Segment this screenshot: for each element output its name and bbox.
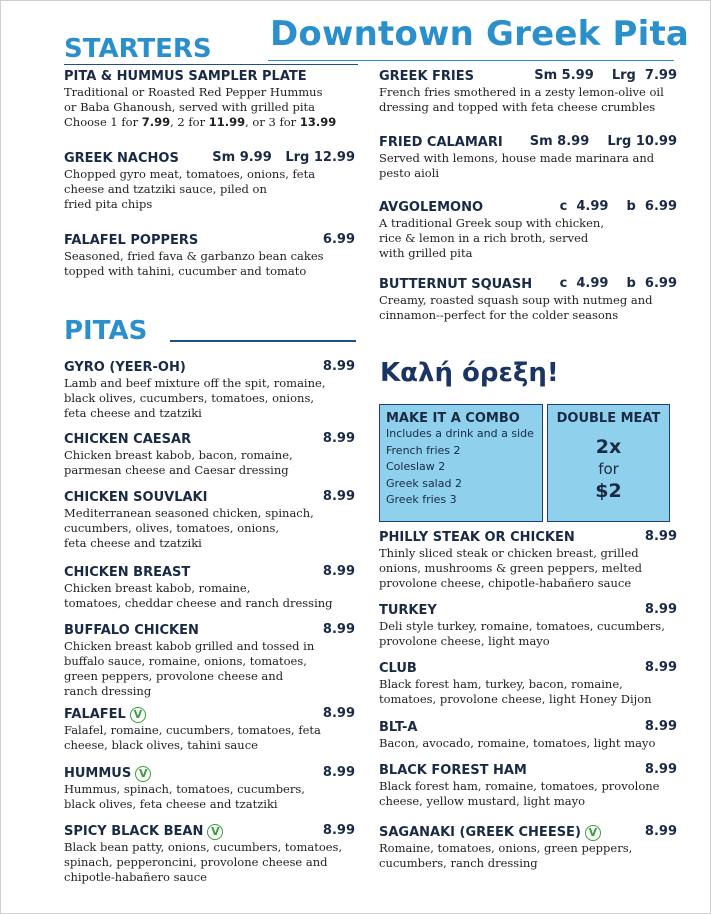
menu-item <box>64 622 355 699</box>
item-description: Black bean patty, onions, cucumbers, tomatoes, spinach, pepperoncini, provolone cheese and chipotle-habañero sauce <box>64 840 343 884</box>
menu-item <box>64 150 355 212</box>
double-meat-box <box>547 404 670 522</box>
item-name: SAGANAKI (GREEK CHEESE) <box>379 825 581 840</box>
item-description: Chopped gyro meat, tomatoes, onions, feta cheese and tzatziki sauce, piled on fried pita chips <box>64 167 316 211</box>
item-description: Traditional or Roasted Red Pepper Hummus or Baba Ghanoush, served with grilled pita <box>64 85 323 114</box>
item-price: 8.99 <box>322 564 355 579</box>
item-description: Falafel, romaine, cucumbers, tomatoes, feta cheese, black olives, tahini sauce <box>64 723 321 752</box>
menu-item <box>64 489 355 551</box>
pitas-rule <box>170 340 356 342</box>
combo-line: Includes a drink and a side <box>386 427 534 440</box>
item-description: Black forest ham, romaine, tomatoes, provolone cheese, yellow mustard, light mayo <box>379 779 660 808</box>
restaurant-title: Downtown Greek Pita <box>270 14 690 54</box>
menu-item <box>379 602 677 649</box>
item-price: 8.99 <box>322 489 355 504</box>
menu-item <box>64 68 358 130</box>
combo-title: MAKE IT A COMBO <box>386 411 520 426</box>
item-description: Chicken breast kabob grilled and tossed in buffalo sauce, romaine, onions, tomatoes, green peppers, provolone cheese and ranch dressing <box>64 639 315 698</box>
item-name: PITA & HUMMUS SAMPLER PLATE <box>64 69 307 84</box>
item-name: BUFFALO CHICKEN <box>64 623 199 638</box>
item-price: 8.99 <box>322 823 355 838</box>
item-name: BLACK FOREST HAM <box>379 763 527 778</box>
double-meat-for: for <box>598 460 619 478</box>
item-description: Black forest ham, turkey, bacon, romaine, tomatoes, provolone cheese, light Honey Dijon <box>379 677 652 706</box>
menu-item <box>379 134 677 181</box>
item-description: A traditional Greek soup with chicken, rice & lemon in a rich broth, served with grilled pita <box>379 216 604 260</box>
item-name: GREEK FRIES <box>379 69 475 84</box>
combo-line: Coleslaw 2 <box>386 460 446 473</box>
item-name: BLT-A <box>379 720 418 735</box>
menu-item <box>379 762 677 809</box>
menu-item <box>379 660 677 707</box>
item-description: Deli style turkey, romaine, tomatoes, cucumbers, provolone cheese, light mayo <box>379 619 665 648</box>
item-name: CLUB <box>379 661 417 676</box>
item-description: Seasoned, fried fava & garbanzo bean cakes topped with tahini, cucumber and tomato <box>64 249 324 278</box>
menu-item <box>64 706 355 753</box>
price-one: 7.99 <box>141 115 171 129</box>
item-name: CHICKEN SOUVLAKI <box>64 490 208 505</box>
item-description: Creamy, roasted squash soup with nutmeg and cinnamon--perfect for the colder seasons <box>379 293 653 322</box>
item-price: Sm 8.99 Lrg 10.99 <box>529 134 677 149</box>
menu-item <box>379 824 677 871</box>
item-description: Chicken breast kabob, romaine, tomatoes, cheddar cheese and ranch dressing <box>64 581 333 610</box>
menu-item <box>379 68 677 115</box>
combo-line: Greek salad 2 <box>386 476 462 490</box>
item-name: FALAFEL <box>64 707 126 722</box>
item-name: SPICY BLACK BEAN <box>64 824 204 839</box>
price-three: 13.99 <box>299 115 337 129</box>
item-name: BUTTERNUT SQUASH <box>379 277 533 292</box>
menu-item <box>64 823 355 885</box>
item-choose-line: Choose 1 for 7.99, 2 for 11.99, or 3 for 13.99 <box>64 115 337 129</box>
item-price: 8.99 <box>322 431 355 446</box>
menu-item <box>379 276 677 323</box>
vegetarian-v-icon: V <box>135 766 151 782</box>
item-name: TURKEY <box>379 603 437 618</box>
menu-item <box>64 431 355 478</box>
item-name: GREEK NACHOS <box>64 151 179 166</box>
item-price: Sm 5.99 Lrg 7.99 <box>534 68 677 83</box>
menu-item <box>64 359 355 421</box>
item-price: c 4.99 b 6.99 <box>559 276 677 291</box>
item-description: Served with lemons, house made marinara and pesto aioli <box>379 151 655 180</box>
title-underline <box>268 60 674 61</box>
item-price: 8.99 <box>322 359 355 374</box>
item-name: GYRO (YEER-OH) <box>64 360 186 375</box>
item-price: 8.99 <box>644 529 677 544</box>
vegetarian-v-icon: V <box>585 825 601 841</box>
starters-heading: STARTERS <box>64 34 212 64</box>
item-description: Chicken breast kabob, bacon, romaine, parmesan cheese and Caesar dressing <box>64 448 293 477</box>
item-description: Thinly sliced steak or chicken breast, grilled onions, mushrooms & green peppers, melted provolone cheese, chipotle-habañero sauce <box>379 546 642 590</box>
item-description: Romaine, tomatoes, onions, green peppers, cucumbers, ranch dressing <box>379 841 633 870</box>
item-name: CHICKEN CAESAR <box>64 432 192 447</box>
item-description: Mediterranean seasoned chicken, spinach, cucumbers, olives, tomatoes, onions, feta cheese and tzatziki <box>64 506 314 550</box>
menu-item <box>64 564 355 611</box>
item-name: FRIED CALAMARI <box>379 135 503 150</box>
menu-item <box>64 232 355 279</box>
menu-item <box>379 719 677 751</box>
combo-box <box>379 404 543 522</box>
vegetarian-v-icon: V <box>207 824 223 840</box>
item-price: 8.99 <box>322 706 355 721</box>
item-price: 8.99 <box>322 622 355 637</box>
item-price: c 4.99 b 6.99 <box>559 199 677 214</box>
item-description: French fries smothered in a zesty lemon-olive oil dressing and topped with feta cheese crumbles <box>379 85 664 114</box>
item-name: PHILLY STEAK OR CHICKEN <box>379 530 575 545</box>
item-name: HUMMUS <box>64 766 132 781</box>
price-two: 11.99 <box>208 115 246 129</box>
starters-rule <box>64 64 358 65</box>
double-meat-price: $2 <box>595 480 622 502</box>
item-price: 8.99 <box>644 824 677 839</box>
item-description: Bacon, avocado, romaine, tomatoes, light mayo <box>379 736 656 750</box>
menu-item <box>64 765 355 812</box>
greek-phrase: Καλή όρεξη! <box>380 358 559 388</box>
item-price: 8.99 <box>644 660 677 675</box>
item-name: CHICKEN BREAST <box>64 565 191 580</box>
item-price: Sm 9.99 Lrg 12.99 <box>212 150 355 165</box>
item-price: 6.99 <box>322 232 355 247</box>
item-description: Lamb and beef mixture off the spit, romaine, black olives, cucumbers, tomatoes, onions, feta cheese and tzatziki <box>64 376 326 420</box>
item-name: FALAFEL POPPERS <box>64 233 199 248</box>
item-price: 8.99 <box>644 719 677 734</box>
item-description: Hummus, spinach, tomatoes, cucumbers, black olives, feta cheese and tzatziki <box>64 782 305 811</box>
vegetarian-v-icon: V <box>130 707 146 723</box>
item-price: 8.99 <box>322 765 355 780</box>
item-price: 8.99 <box>644 602 677 617</box>
double-meat-multiplier: 2x <box>595 436 622 458</box>
pitas-heading: PITAS <box>64 316 148 346</box>
menu-item <box>379 529 677 591</box>
combo-line: Greek fries 3 <box>386 493 457 506</box>
item-price: 8.99 <box>644 762 677 777</box>
combo-line: French fries 2 <box>386 443 461 457</box>
menu-item <box>379 199 677 261</box>
double-meat-title: DOUBLE MEAT <box>556 411 661 426</box>
item-name: AVGOLEMONO <box>379 200 484 215</box>
